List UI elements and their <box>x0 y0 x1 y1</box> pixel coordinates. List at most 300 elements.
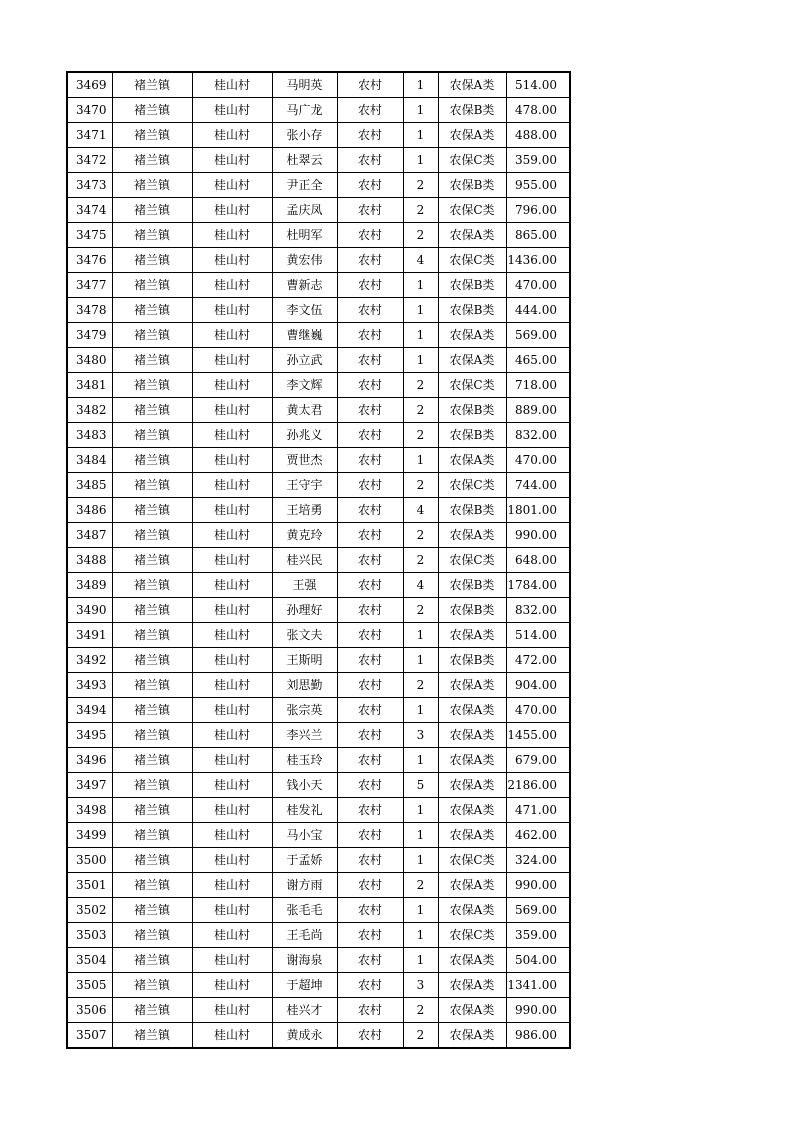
record-id-cell: 3495 <box>67 723 112 748</box>
village-cell: 桂山村 <box>192 973 272 998</box>
amount-cell: 359.00 <box>506 923 570 948</box>
village-cell: 桂山村 <box>192 473 272 498</box>
record-id-cell: 3502 <box>67 898 112 923</box>
person-name-cell: 孙理好 <box>272 598 337 623</box>
village-cell: 桂山村 <box>192 448 272 473</box>
household-count-cell: 2 <box>403 598 438 623</box>
amount-cell: 324.00 <box>506 848 570 873</box>
insurance-category-cell: 农保A类 <box>438 72 506 98</box>
amount-cell: 359.00 <box>506 148 570 173</box>
insurance-category-cell: 农保C类 <box>438 373 506 398</box>
amount-cell: 1341.00 <box>506 973 570 998</box>
household-count-cell: 2 <box>403 1023 438 1049</box>
table-row <box>67 898 570 923</box>
area-type-cell: 农村 <box>337 273 403 298</box>
amount-cell: 904.00 <box>506 673 570 698</box>
insurance-category-cell: 农保B类 <box>438 273 506 298</box>
household-count-cell: 1 <box>403 72 438 98</box>
table-row <box>67 398 570 423</box>
person-name-cell: 王培勇 <box>272 498 337 523</box>
table-row <box>67 748 570 773</box>
person-name-cell: 孟庆凤 <box>272 198 337 223</box>
household-count-cell: 2 <box>403 548 438 573</box>
area-type-cell: 农村 <box>337 148 403 173</box>
amount-cell: 470.00 <box>506 273 570 298</box>
table-row <box>67 548 570 573</box>
insurance-category-cell: 农保A类 <box>438 823 506 848</box>
record-id-cell: 3479 <box>67 323 112 348</box>
amount-cell: 832.00 <box>506 598 570 623</box>
insurance-category-cell: 农保C类 <box>438 248 506 273</box>
village-cell: 桂山村 <box>192 673 272 698</box>
record-id-cell: 3497 <box>67 773 112 798</box>
person-name-cell: 杜明军 <box>272 223 337 248</box>
allowance-table <box>66 71 571 1049</box>
record-id-cell: 3475 <box>67 223 112 248</box>
amount-cell: 569.00 <box>506 323 570 348</box>
insurance-category-cell: 农保A类 <box>438 698 506 723</box>
table-row <box>67 98 570 123</box>
person-name-cell: 桂发礼 <box>272 798 337 823</box>
person-name-cell: 曹新志 <box>272 273 337 298</box>
person-name-cell: 于孟娇 <box>272 848 337 873</box>
amount-cell: 865.00 <box>506 223 570 248</box>
record-id-cell: 3504 <box>67 948 112 973</box>
person-name-cell: 张小存 <box>272 123 337 148</box>
village-cell: 桂山村 <box>192 948 272 973</box>
insurance-category-cell: 农保B类 <box>438 398 506 423</box>
table-row <box>67 523 570 548</box>
amount-cell: 990.00 <box>506 998 570 1023</box>
town-cell: 褚兰镇 <box>112 98 192 123</box>
area-type-cell: 农村 <box>337 423 403 448</box>
household-count-cell: 2 <box>403 398 438 423</box>
amount-cell: 889.00 <box>506 398 570 423</box>
town-cell: 褚兰镇 <box>112 923 192 948</box>
area-type-cell: 农村 <box>337 523 403 548</box>
town-cell: 褚兰镇 <box>112 298 192 323</box>
insurance-category-cell: 农保A类 <box>438 348 506 373</box>
area-type-cell: 农村 <box>337 548 403 573</box>
table-row <box>67 248 570 273</box>
village-cell: 桂山村 <box>192 523 272 548</box>
household-count-cell: 1 <box>403 648 438 673</box>
area-type-cell: 农村 <box>337 223 403 248</box>
area-type-cell: 农村 <box>337 748 403 773</box>
record-id-cell: 3506 <box>67 998 112 1023</box>
household-count-cell: 2 <box>403 873 438 898</box>
insurance-category-cell: 农保B类 <box>438 173 506 198</box>
table-row <box>67 598 570 623</box>
village-cell: 桂山村 <box>192 898 272 923</box>
village-cell: 桂山村 <box>192 173 272 198</box>
household-count-cell: 1 <box>403 348 438 373</box>
household-count-cell: 1 <box>403 748 438 773</box>
village-cell: 桂山村 <box>192 223 272 248</box>
household-count-cell: 1 <box>403 273 438 298</box>
amount-cell: 744.00 <box>506 473 570 498</box>
household-count-cell: 1 <box>403 123 438 148</box>
household-count-cell: 2 <box>403 998 438 1023</box>
village-cell: 桂山村 <box>192 398 272 423</box>
person-name-cell: 谢方雨 <box>272 873 337 898</box>
town-cell: 褚兰镇 <box>112 548 192 573</box>
record-id-cell: 3476 <box>67 248 112 273</box>
table-row <box>67 1023 570 1049</box>
person-name-cell: 黄宏伟 <box>272 248 337 273</box>
area-type-cell: 农村 <box>337 323 403 348</box>
person-name-cell: 王强 <box>272 573 337 598</box>
area-type-cell: 农村 <box>337 348 403 373</box>
person-name-cell: 张宗英 <box>272 698 337 723</box>
village-cell: 桂山村 <box>192 698 272 723</box>
person-name-cell: 黄成永 <box>272 1023 337 1049</box>
person-name-cell: 孙兆义 <box>272 423 337 448</box>
insurance-category-cell: 农保A类 <box>438 448 506 473</box>
town-cell: 褚兰镇 <box>112 423 192 448</box>
household-count-cell: 3 <box>403 973 438 998</box>
amount-cell: 478.00 <box>506 98 570 123</box>
table-row <box>67 148 570 173</box>
area-type-cell: 农村 <box>337 498 403 523</box>
record-id-cell: 3478 <box>67 298 112 323</box>
village-cell: 桂山村 <box>192 273 272 298</box>
insurance-category-cell: 农保C类 <box>438 148 506 173</box>
table-body <box>67 72 570 1048</box>
insurance-category-cell: 农保A类 <box>438 773 506 798</box>
household-count-cell: 2 <box>403 173 438 198</box>
person-name-cell: 贾世杰 <box>272 448 337 473</box>
area-type-cell: 农村 <box>337 573 403 598</box>
household-count-cell: 1 <box>403 98 438 123</box>
record-id-cell: 3487 <box>67 523 112 548</box>
area-type-cell: 农村 <box>337 923 403 948</box>
household-count-cell: 1 <box>403 823 438 848</box>
household-count-cell: 2 <box>403 223 438 248</box>
table-row <box>67 773 570 798</box>
village-cell: 桂山村 <box>192 573 272 598</box>
amount-cell: 470.00 <box>506 698 570 723</box>
household-count-cell: 1 <box>403 698 438 723</box>
household-count-cell: 2 <box>403 198 438 223</box>
household-count-cell: 2 <box>403 473 438 498</box>
town-cell: 褚兰镇 <box>112 748 192 773</box>
town-cell: 褚兰镇 <box>112 448 192 473</box>
amount-cell: 648.00 <box>506 548 570 573</box>
record-id-cell: 3493 <box>67 673 112 698</box>
amount-cell: 832.00 <box>506 423 570 448</box>
town-cell: 褚兰镇 <box>112 648 192 673</box>
area-type-cell: 农村 <box>337 248 403 273</box>
household-count-cell: 1 <box>403 948 438 973</box>
insurance-category-cell: 农保B类 <box>438 648 506 673</box>
village-cell: 桂山村 <box>192 648 272 673</box>
village-cell: 桂山村 <box>192 1023 272 1049</box>
record-id-cell: 3472 <box>67 148 112 173</box>
record-id-cell: 3483 <box>67 423 112 448</box>
record-id-cell: 3482 <box>67 398 112 423</box>
person-name-cell: 李文伍 <box>272 298 337 323</box>
town-cell: 褚兰镇 <box>112 823 192 848</box>
area-type-cell: 农村 <box>337 398 403 423</box>
record-id-cell: 3492 <box>67 648 112 673</box>
table-row <box>67 798 570 823</box>
record-id-cell: 3470 <box>67 98 112 123</box>
town-cell: 褚兰镇 <box>112 248 192 273</box>
household-count-cell: 1 <box>403 298 438 323</box>
table-row <box>67 223 570 248</box>
table-row <box>67 373 570 398</box>
town-cell: 褚兰镇 <box>112 798 192 823</box>
village-cell: 桂山村 <box>192 773 272 798</box>
amount-cell: 488.00 <box>506 123 570 148</box>
person-name-cell: 曹继巍 <box>272 323 337 348</box>
amount-cell: 1801.00 <box>506 498 570 523</box>
insurance-category-cell: 农保B类 <box>438 298 506 323</box>
insurance-category-cell: 农保B类 <box>438 573 506 598</box>
amount-cell: 1436.00 <box>506 248 570 273</box>
table-row <box>67 348 570 373</box>
area-type-cell: 农村 <box>337 773 403 798</box>
person-name-cell: 钱小天 <box>272 773 337 798</box>
amount-cell: 504.00 <box>506 948 570 973</box>
person-name-cell: 马小宝 <box>272 823 337 848</box>
household-count-cell: 4 <box>403 573 438 598</box>
village-cell: 桂山村 <box>192 848 272 873</box>
record-id-cell: 3473 <box>67 173 112 198</box>
person-name-cell: 刘思勤 <box>272 673 337 698</box>
table-row <box>67 273 570 298</box>
area-type-cell: 农村 <box>337 298 403 323</box>
record-id-cell: 3480 <box>67 348 112 373</box>
insurance-category-cell: 农保A类 <box>438 998 506 1023</box>
area-type-cell: 农村 <box>337 998 403 1023</box>
table-row <box>67 123 570 148</box>
village-cell: 桂山村 <box>192 923 272 948</box>
record-id-cell: 3481 <box>67 373 112 398</box>
household-count-cell: 1 <box>403 848 438 873</box>
area-type-cell: 农村 <box>337 798 403 823</box>
insurance-category-cell: 农保A类 <box>438 798 506 823</box>
amount-cell: 465.00 <box>506 348 570 373</box>
village-cell: 桂山村 <box>192 148 272 173</box>
record-id-cell: 3474 <box>67 198 112 223</box>
record-id-cell: 3490 <box>67 598 112 623</box>
household-count-cell: 1 <box>403 148 438 173</box>
table-row <box>67 948 570 973</box>
town-cell: 褚兰镇 <box>112 523 192 548</box>
amount-cell: 1784.00 <box>506 573 570 598</box>
village-cell: 桂山村 <box>192 823 272 848</box>
household-count-cell: 4 <box>403 498 438 523</box>
village-cell: 桂山村 <box>192 72 272 98</box>
table-row <box>67 648 570 673</box>
person-name-cell: 桂玉玲 <box>272 748 337 773</box>
area-type-cell: 农村 <box>337 873 403 898</box>
village-cell: 桂山村 <box>192 998 272 1023</box>
village-cell: 桂山村 <box>192 498 272 523</box>
amount-cell: 569.00 <box>506 898 570 923</box>
person-name-cell: 桂兴民 <box>272 548 337 573</box>
household-count-cell: 1 <box>403 448 438 473</box>
amount-cell: 444.00 <box>506 298 570 323</box>
person-name-cell: 王守宇 <box>272 473 337 498</box>
table-row <box>67 298 570 323</box>
village-cell: 桂山村 <box>192 723 272 748</box>
town-cell: 褚兰镇 <box>112 323 192 348</box>
insurance-category-cell: 农保A类 <box>438 898 506 923</box>
insurance-category-cell: 农保A类 <box>438 723 506 748</box>
insurance-category-cell: 农保C类 <box>438 473 506 498</box>
amount-cell: 462.00 <box>506 823 570 848</box>
village-cell: 桂山村 <box>192 423 272 448</box>
household-count-cell: 1 <box>403 898 438 923</box>
area-type-cell: 农村 <box>337 98 403 123</box>
table-row <box>67 873 570 898</box>
person-name-cell: 马明英 <box>272 72 337 98</box>
person-name-cell: 谢海泉 <box>272 948 337 973</box>
town-cell: 褚兰镇 <box>112 398 192 423</box>
town-cell: 褚兰镇 <box>112 773 192 798</box>
person-name-cell: 尹正全 <box>272 173 337 198</box>
town-cell: 褚兰镇 <box>112 973 192 998</box>
area-type-cell: 农村 <box>337 823 403 848</box>
insurance-category-cell: 农保B类 <box>438 598 506 623</box>
amount-cell: 718.00 <box>506 373 570 398</box>
town-cell: 褚兰镇 <box>112 1023 192 1049</box>
person-name-cell: 杜翠云 <box>272 148 337 173</box>
area-type-cell: 农村 <box>337 698 403 723</box>
amount-cell: 679.00 <box>506 748 570 773</box>
amount-cell: 472.00 <box>506 648 570 673</box>
table-row <box>67 473 570 498</box>
household-count-cell: 5 <box>403 773 438 798</box>
village-cell: 桂山村 <box>192 873 272 898</box>
record-id-cell: 3499 <box>67 823 112 848</box>
town-cell: 褚兰镇 <box>112 698 192 723</box>
area-type-cell: 农村 <box>337 448 403 473</box>
household-count-cell: 1 <box>403 323 438 348</box>
village-cell: 桂山村 <box>192 298 272 323</box>
record-id-cell: 3500 <box>67 848 112 873</box>
amount-cell: 471.00 <box>506 798 570 823</box>
insurance-category-cell: 农保A类 <box>438 873 506 898</box>
town-cell: 褚兰镇 <box>112 198 192 223</box>
insurance-category-cell: 农保A类 <box>438 523 506 548</box>
town-cell: 褚兰镇 <box>112 573 192 598</box>
village-cell: 桂山村 <box>192 548 272 573</box>
household-count-cell: 1 <box>403 923 438 948</box>
town-cell: 褚兰镇 <box>112 173 192 198</box>
table-row <box>67 623 570 648</box>
record-id-cell: 3469 <box>67 72 112 98</box>
insurance-category-cell: 农保C类 <box>438 548 506 573</box>
town-cell: 褚兰镇 <box>112 623 192 648</box>
insurance-category-cell: 农保C类 <box>438 923 506 948</box>
village-cell: 桂山村 <box>192 123 272 148</box>
insurance-category-cell: 农保C类 <box>438 848 506 873</box>
area-type-cell: 农村 <box>337 723 403 748</box>
village-cell: 桂山村 <box>192 198 272 223</box>
household-count-cell: 2 <box>403 423 438 448</box>
person-name-cell: 桂兴才 <box>272 998 337 1023</box>
area-type-cell: 农村 <box>337 648 403 673</box>
town-cell: 褚兰镇 <box>112 148 192 173</box>
household-count-cell: 4 <box>403 248 438 273</box>
area-type-cell: 农村 <box>337 173 403 198</box>
town-cell: 褚兰镇 <box>112 598 192 623</box>
person-name-cell: 李文辉 <box>272 373 337 398</box>
table-row <box>67 698 570 723</box>
person-name-cell: 王毛尚 <box>272 923 337 948</box>
table-row <box>67 998 570 1023</box>
insurance-category-cell: 农保A类 <box>438 223 506 248</box>
area-type-cell: 农村 <box>337 623 403 648</box>
area-type-cell: 农村 <box>337 973 403 998</box>
area-type-cell: 农村 <box>337 848 403 873</box>
insurance-category-cell: 农保B类 <box>438 98 506 123</box>
area-type-cell: 农村 <box>337 898 403 923</box>
amount-cell: 470.00 <box>506 448 570 473</box>
amount-cell: 514.00 <box>506 72 570 98</box>
area-type-cell: 农村 <box>337 72 403 98</box>
insurance-category-cell: 农保A类 <box>438 673 506 698</box>
amount-cell: 796.00 <box>506 198 570 223</box>
town-cell: 褚兰镇 <box>112 473 192 498</box>
household-count-cell: 2 <box>403 373 438 398</box>
town-cell: 褚兰镇 <box>112 848 192 873</box>
amount-cell: 990.00 <box>506 873 570 898</box>
household-count-cell: 1 <box>403 623 438 648</box>
area-type-cell: 农村 <box>337 198 403 223</box>
household-count-cell: 1 <box>403 798 438 823</box>
town-cell: 褚兰镇 <box>112 498 192 523</box>
record-id-cell: 3471 <box>67 123 112 148</box>
household-count-cell: 3 <box>403 723 438 748</box>
record-id-cell: 3503 <box>67 923 112 948</box>
insurance-category-cell: 农保B类 <box>438 498 506 523</box>
record-id-cell: 3498 <box>67 798 112 823</box>
insurance-category-cell: 农保A类 <box>438 123 506 148</box>
insurance-category-cell: 农保C类 <box>438 198 506 223</box>
household-count-cell: 2 <box>403 523 438 548</box>
town-cell: 褚兰镇 <box>112 123 192 148</box>
area-type-cell: 农村 <box>337 598 403 623</box>
town-cell: 褚兰镇 <box>112 273 192 298</box>
table-row <box>67 923 570 948</box>
record-id-cell: 3484 <box>67 448 112 473</box>
town-cell: 褚兰镇 <box>112 998 192 1023</box>
village-cell: 桂山村 <box>192 623 272 648</box>
village-cell: 桂山村 <box>192 323 272 348</box>
record-id-cell: 3486 <box>67 498 112 523</box>
person-name-cell: 张毛毛 <box>272 898 337 923</box>
village-cell: 桂山村 <box>192 248 272 273</box>
record-id-cell: 3501 <box>67 873 112 898</box>
table-row <box>67 198 570 223</box>
record-id-cell: 3505 <box>67 973 112 998</box>
table-row <box>67 72 570 98</box>
town-cell: 褚兰镇 <box>112 873 192 898</box>
person-name-cell: 张文夫 <box>272 623 337 648</box>
town-cell: 褚兰镇 <box>112 948 192 973</box>
insurance-category-cell: 农保A类 <box>438 623 506 648</box>
record-id-cell: 3491 <box>67 623 112 648</box>
town-cell: 褚兰镇 <box>112 373 192 398</box>
town-cell: 褚兰镇 <box>112 723 192 748</box>
area-type-cell: 农村 <box>337 673 403 698</box>
table-row <box>67 573 570 598</box>
